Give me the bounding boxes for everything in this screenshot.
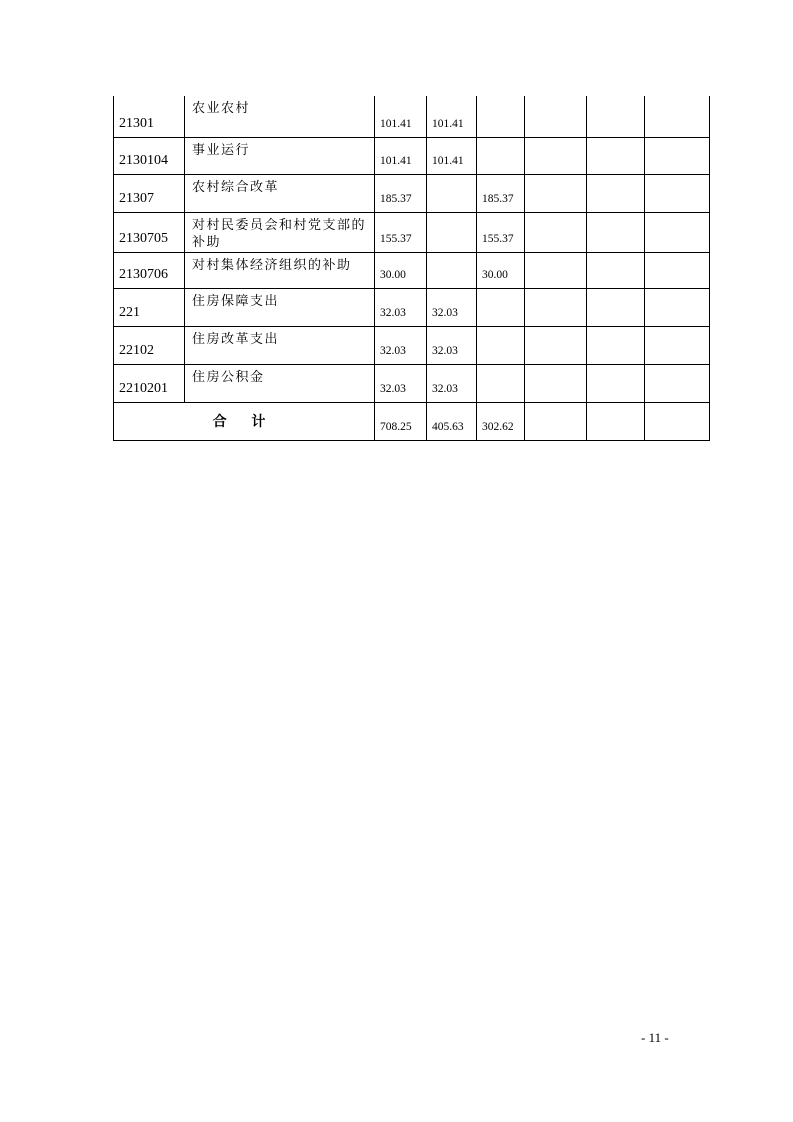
subject-code <box>114 212 185 252</box>
value-basic: 32.03 <box>427 364 477 402</box>
subject-name: 事业运行 <box>185 137 375 174</box>
table-row <box>114 252 710 288</box>
value-project: 30.00 <box>477 252 525 288</box>
empty-cell <box>525 288 587 326</box>
subject-code <box>114 137 185 174</box>
value-total: 32.03 <box>375 288 427 326</box>
value-basic: 32.03 <box>427 326 477 364</box>
empty-cell <box>645 326 710 364</box>
value-project: 155.37 <box>477 212 525 252</box>
total-value-3: 302.62 <box>477 402 525 440</box>
total-row <box>114 402 710 440</box>
empty-cell <box>525 137 587 174</box>
empty-cell <box>587 364 645 402</box>
empty-cell <box>645 252 710 288</box>
value-basic: 32.03 <box>427 288 477 326</box>
empty-cell <box>525 174 587 212</box>
code-text: 221 <box>119 304 140 320</box>
value-total: 30.00 <box>375 252 427 288</box>
value-project <box>477 326 525 364</box>
table-row <box>114 212 710 252</box>
empty-cell <box>525 326 587 364</box>
empty-cell <box>525 364 587 402</box>
subject-name: 住房改革支出 <box>185 326 375 364</box>
code-text: 2130706 <box>119 266 168 282</box>
empty-cell <box>587 326 645 364</box>
value-total: 32.03 <box>375 326 427 364</box>
value-total: 32.03 <box>375 364 427 402</box>
subject-code <box>114 326 185 364</box>
code-text: 21301 <box>119 115 154 131</box>
budget-table <box>113 96 710 441</box>
empty-cell <box>587 137 645 174</box>
empty-cell <box>587 288 645 326</box>
value-basic <box>427 252 477 288</box>
table-row <box>114 288 710 326</box>
value-project: 185.37 <box>477 174 525 212</box>
total-value-1: 708.25 <box>375 402 427 440</box>
empty-cell <box>645 174 710 212</box>
table-row <box>114 137 710 174</box>
empty-cell <box>645 96 710 137</box>
code-text: 21307 <box>119 190 154 206</box>
subject-code <box>114 174 185 212</box>
subject-code <box>114 96 185 137</box>
value-basic <box>427 212 477 252</box>
subject-code <box>114 288 185 326</box>
total-label: 合 计 <box>114 402 375 440</box>
value-basic <box>427 174 477 212</box>
page-number: - 11 - <box>641 1030 669 1045</box>
value-basic: 101.41 <box>427 96 477 137</box>
subject-name: 农业农村 <box>185 96 375 137</box>
value-total: 101.41 <box>375 96 427 137</box>
subject-name: 农村综合改革 <box>185 174 375 212</box>
empty-cell <box>587 174 645 212</box>
subject-code <box>114 252 185 288</box>
subject-name: 对村民委员会和村党支部的补助 <box>185 212 375 252</box>
empty-cell <box>645 364 710 402</box>
table-row <box>114 364 710 402</box>
table-row <box>114 174 710 212</box>
empty-cell <box>645 137 710 174</box>
value-total: 185.37 <box>375 174 427 212</box>
code-text: 2210201 <box>119 380 168 396</box>
empty-cell <box>587 212 645 252</box>
subject-name: 住房保障支出 <box>185 288 375 326</box>
empty-cell <box>587 252 645 288</box>
empty-cell <box>645 288 710 326</box>
table-row <box>114 96 710 137</box>
code-text: 2130104 <box>119 152 168 168</box>
subject-code <box>114 364 185 402</box>
value-project <box>477 96 525 137</box>
empty-cell <box>525 402 587 440</box>
value-project <box>477 137 525 174</box>
empty-cell <box>525 96 587 137</box>
empty-cell <box>645 212 710 252</box>
subject-name: 住房公积金 <box>185 364 375 402</box>
code-text: 22102 <box>119 342 154 358</box>
empty-cell <box>587 402 645 440</box>
table-row <box>114 326 710 364</box>
value-project <box>477 364 525 402</box>
empty-cell <box>525 212 587 252</box>
empty-cell <box>587 96 645 137</box>
empty-cell <box>525 252 587 288</box>
code-text: 2130705 <box>119 230 168 246</box>
value-project <box>477 288 525 326</box>
value-total: 155.37 <box>375 212 427 252</box>
empty-cell <box>645 402 710 440</box>
value-total: 101.41 <box>375 137 427 174</box>
subject-name: 对村集体经济组织的补助 <box>185 252 375 288</box>
total-value-2: 405.63 <box>427 402 477 440</box>
value-basic: 101.41 <box>427 137 477 174</box>
